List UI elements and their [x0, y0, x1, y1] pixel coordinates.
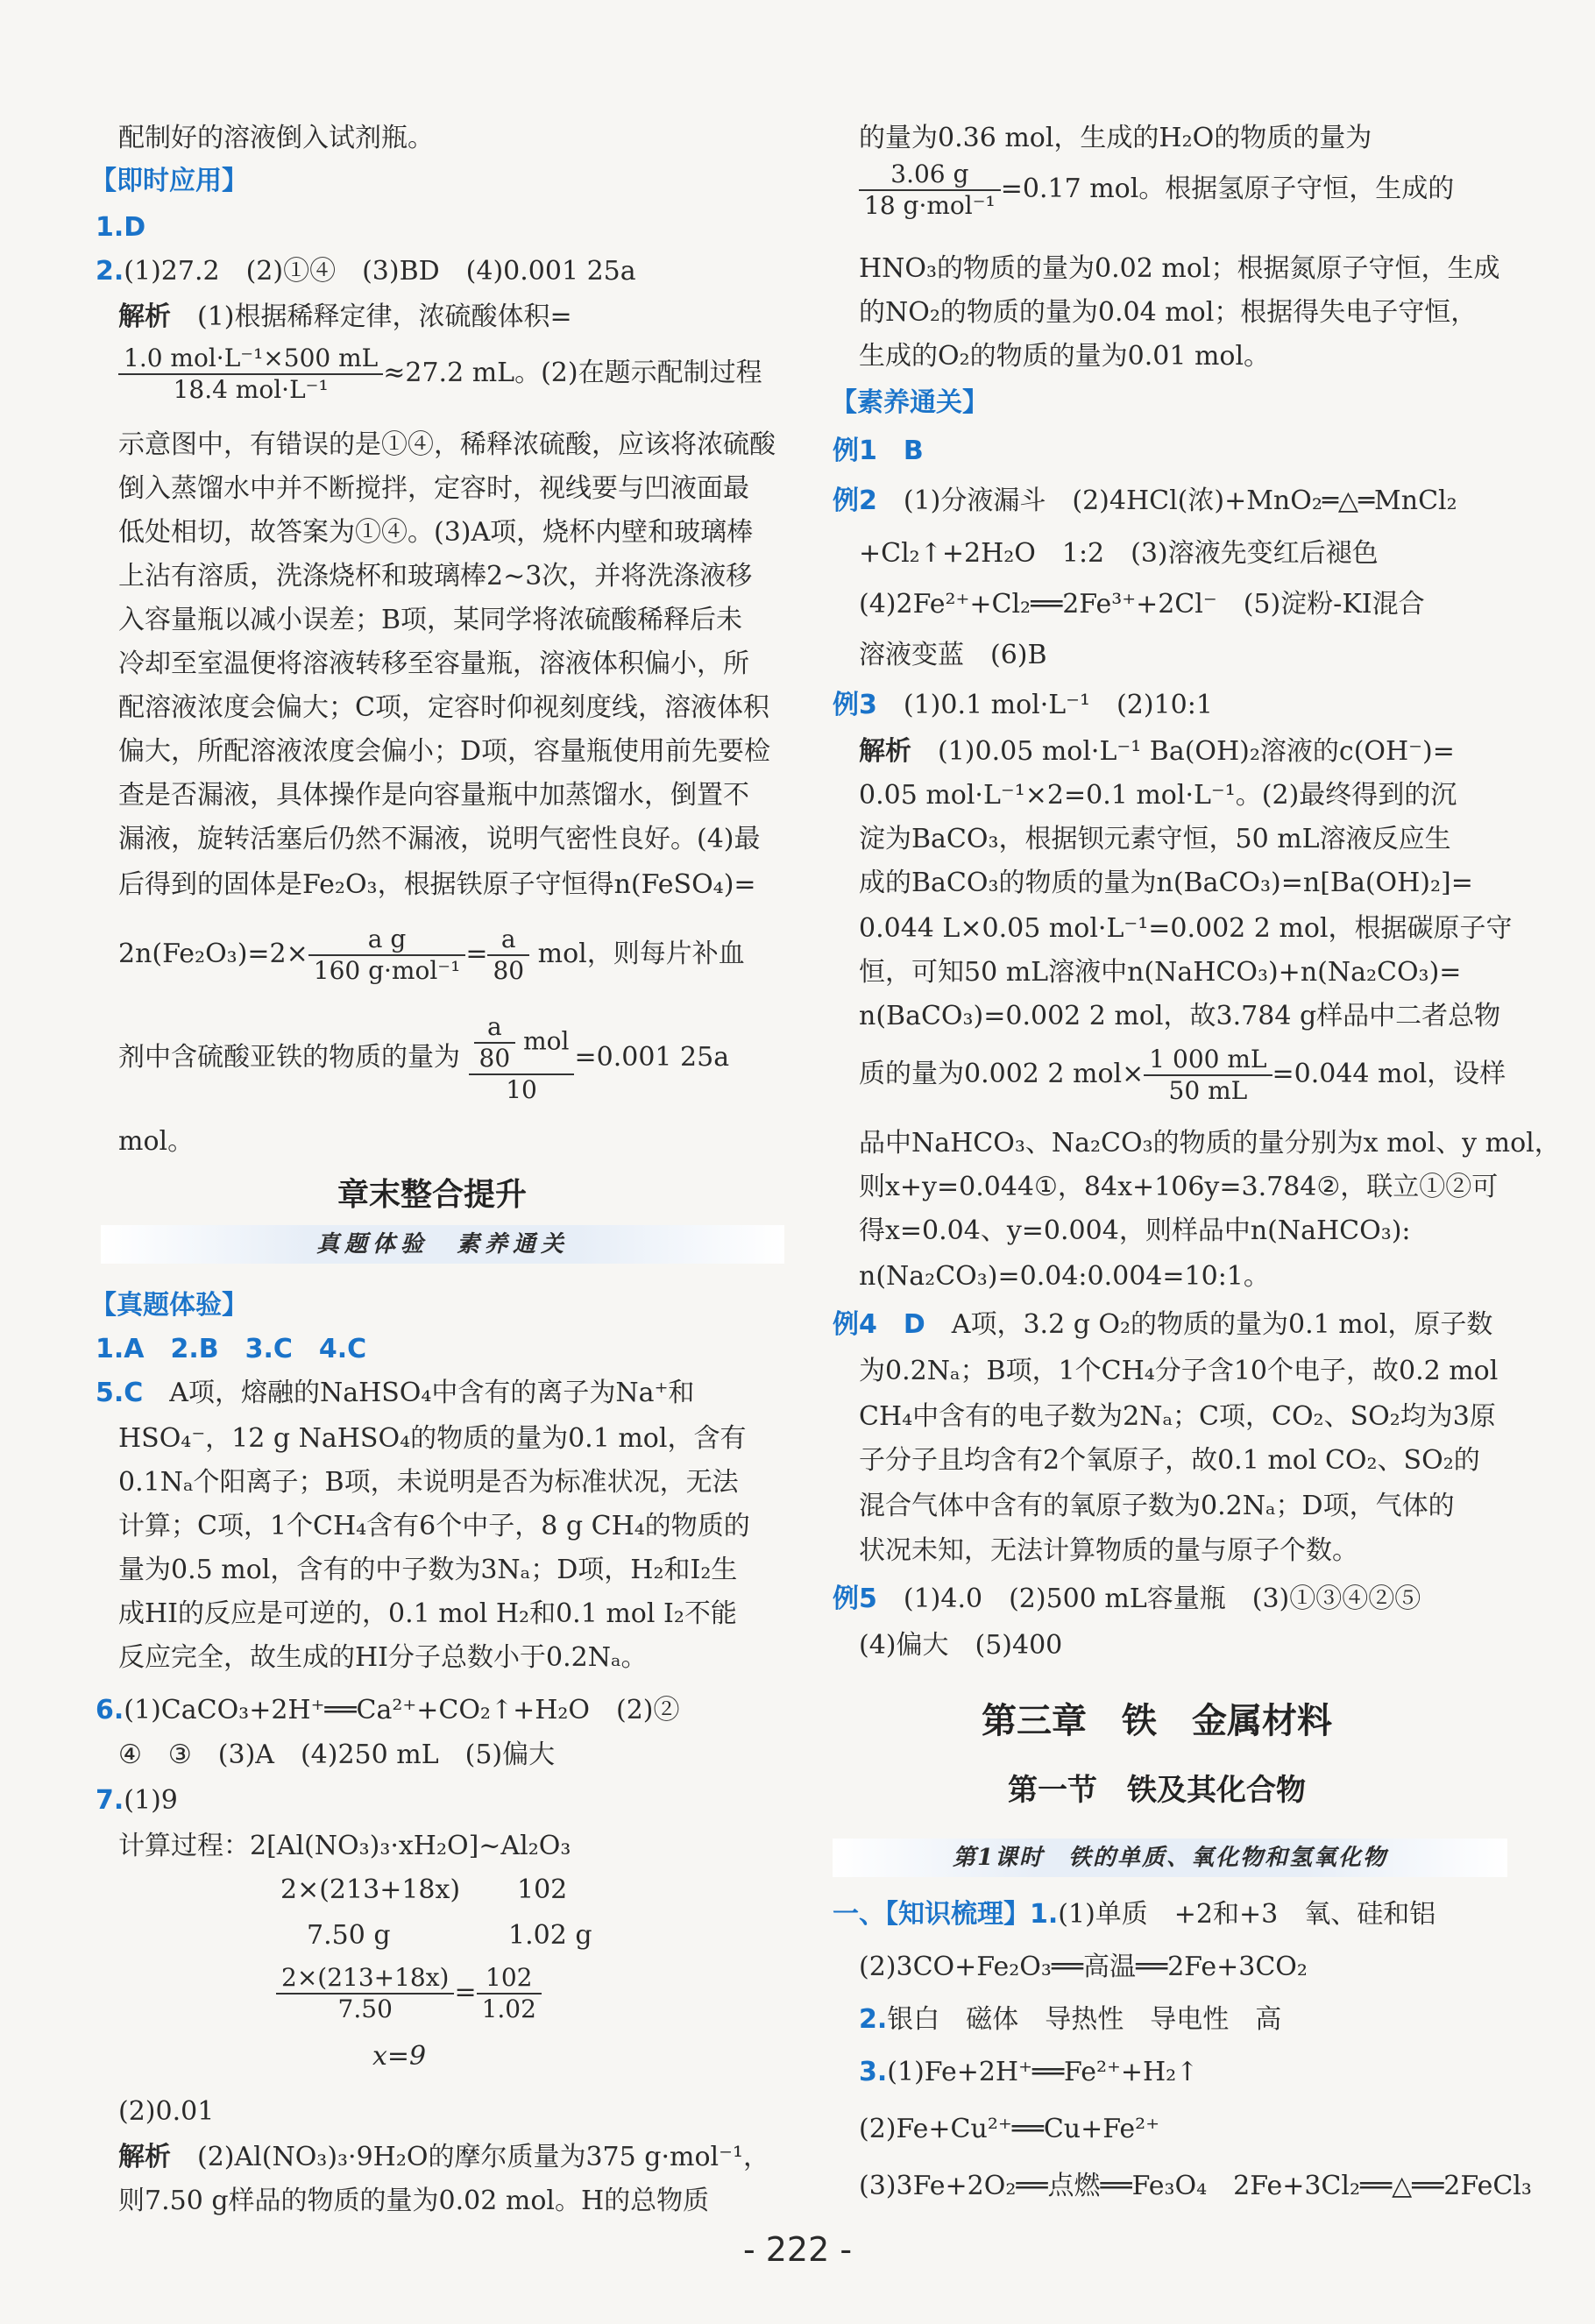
knowledge-line — [859, 2055, 1198, 2090]
denominator: 80 — [478, 1044, 511, 1073]
text: = — [454, 1977, 477, 2008]
example-3-line — [833, 688, 1213, 723]
answer-1: 1.D — [96, 212, 146, 243]
text-line: 状况未知，无法计算物质的量与原子个数。 — [859, 1535, 1358, 1566]
q2-number: 2. — [96, 256, 124, 287]
chapter-3-title: 第三章 铁 金属材料 — [982, 1700, 1332, 1741]
denominator: 50 mL — [1168, 1076, 1248, 1105]
denominator: 18.4 mol·L⁻¹ — [173, 375, 329, 404]
q7-number: 7. — [96, 1785, 124, 1816]
text-line: 溶液变蓝 (6)B — [859, 640, 1047, 670]
fraction-line — [276, 1963, 542, 2033]
text-line: CH₄中含有的电子数为2Nₐ；C项，CO₂、SO₂均为3原 — [859, 1401, 1496, 1432]
kp-number: 1. — [1030, 1899, 1059, 1930]
text-line: 品中NaHCO₃、Na₂CO₃的物质的量分别为x mol、y mol， — [859, 1128, 1561, 1158]
text-line: 计算过程：2[Al(NO₃)₃·xH₂O]~Al₂O₃ — [118, 1831, 571, 1861]
knowledge-line — [859, 2002, 1281, 2037]
text: 剂中含硫酸亚铁的物质的量为 — [118, 1042, 460, 1073]
text: (2)Al(NO₃)₃·9H₂O的摩尔质量为375 g·mol⁻¹， — [197, 2142, 769, 2172]
text: =0.001 25a — [574, 1042, 730, 1073]
fraction-line — [859, 1045, 1506, 1115]
text: = — [465, 939, 488, 969]
text-line: (3)3Fe+2O₂══点燃══Fe₃O₄ 2Fe+3Cl₂══△══2FeCl₃ — [859, 2171, 1532, 2201]
fraction — [487, 925, 529, 986]
q6-line — [96, 1693, 680, 1728]
text: (1)0.05 mol·L⁻¹ Ba(OH)₂溶液的c(OH⁻)= — [938, 736, 1455, 767]
text-line: 量为0.5 mol，含有的中子数为3Nₐ；D项，H₂和I₂生 — [118, 1555, 738, 1585]
fraction-line — [118, 1012, 729, 1117]
calc-row: 2×(213+18x) — [280, 1874, 461, 1905]
inner-fraction — [474, 1012, 516, 1073]
denominator: 10 — [506, 1075, 537, 1104]
text: =0.17 mol。根据氢原子守恒，生成的 — [1000, 174, 1455, 204]
numerator: 102 — [477, 1963, 542, 1995]
text-line: 配溶液浓度会偏大；C项，定容时仰视刻度线，溶液体积 — [118, 692, 769, 723]
denominator: 80 — [493, 956, 525, 985]
section-1-title: 第一节 铁及其化合物 — [1008, 1773, 1306, 1808]
text-line: n(Na₂CO₃)=0.04:0.004=10:1。 — [859, 1261, 1270, 1292]
q7-explanation-line — [118, 2140, 769, 2175]
text-line: 则x+y=0.044①，84x+106y=3.784②，联立①②可 — [859, 1172, 1499, 1202]
example-2-line — [833, 484, 1457, 519]
text: (1)分液漏斗 (2)4HCl(浓)+MnO₂═△═MnCl₂ — [903, 485, 1457, 516]
fraction — [308, 925, 466, 986]
text-line: 偏大，所配溶液浓度会偏小；D项，容量瓶使用前先要检 — [118, 736, 771, 767]
kp-prefix: 一、 — [833, 1899, 885, 1930]
text-line: 0.1Nₐ个阳离子；B项，未说明是否为标准状况，无法 — [118, 1467, 739, 1498]
text-line: 计算；C项，1个CH₄含有6个中子，8 g CH₄的物质的 — [118, 1511, 750, 1541]
text-line: 的NO₂的物质的量为0.04 mol；根据得失电子守恒， — [859, 297, 1478, 328]
text: mol，则每片补血 — [537, 939, 745, 969]
q6-number: 6. — [96, 1695, 124, 1725]
text-line: 0.044 L×0.05 mol·L⁻¹=0.002 2 mol，根据碳原子守 — [859, 913, 1513, 944]
answer-2 — [96, 254, 636, 289]
text-line: HSO₄⁻，12 g NaHSO₄的物质的量为0.1 mol，含有 — [118, 1423, 747, 1454]
text: ≈27.2 mL。(2)在题示配制过程 — [383, 358, 762, 388]
example-4-line — [833, 1307, 1492, 1343]
example-label: 例3 — [833, 690, 877, 720]
text-line: 后得到的固体是Fe₂O₃，根据铁原子守恒得n(FeSO₄)= — [118, 869, 756, 900]
fraction — [859, 159, 1001, 221]
numerator: 2×(213+18x) — [276, 1963, 454, 1995]
example-1: 例1 B — [833, 436, 924, 466]
fraction — [276, 1963, 454, 2024]
example-5-line — [833, 1582, 1421, 1617]
text: =0.044 mol，设样 — [1272, 1059, 1506, 1089]
text-line: 反应完全，故生成的HI分子总数小于0.2Nₐ。 — [118, 1642, 648, 1673]
q7-line — [96, 1783, 178, 1818]
kp-number: 2. — [859, 2004, 888, 2035]
calc-result: x=9 — [372, 2041, 427, 2072]
text-line: 的量为0.36 mol，生成的H₂O的物质的量为 — [859, 123, 1372, 153]
text-line: mol。 — [118, 1126, 195, 1157]
sub-banner — [101, 1225, 784, 1264]
text-line: 生成的O₂的物质的量为0.01 mol。 — [859, 341, 1271, 372]
example-label: 例4 D — [833, 1309, 925, 1340]
compound-fraction — [469, 1012, 575, 1105]
section-label-real: 【真题体验】 — [90, 1290, 248, 1321]
example-label: 例5 — [833, 1584, 877, 1614]
answers-1-4: 1.A 2.B 3.C 4.C — [96, 1334, 367, 1364]
fraction-line — [118, 925, 745, 995]
text: 质的量为0.002 2 mol× — [859, 1059, 1145, 1089]
denominator: 18 g·mol⁻¹ — [864, 191, 996, 220]
text-line: 上沾有溶质，洗涤烧杯和玻璃棒2~3次，并将洗涤液移 — [118, 561, 753, 592]
unit: mol — [523, 1026, 570, 1056]
chapter-summary-title: 章末整合提升 — [337, 1177, 528, 1213]
calc-row: 7.50 g — [307, 1920, 391, 1951]
numerator: a — [487, 925, 529, 956]
text-line: 淀为BaCO₃，根据钡元素守恒，50 mL溶液反应生 — [859, 824, 1451, 854]
text-line: 则7.50 g样品的物质的量为0.02 mol。H的总物质 — [118, 2186, 710, 2216]
text-line: 配制好的溶液倒入试剂瓶。 — [118, 123, 434, 153]
text-line: 漏液，旋转活塞后仍然不漏液，说明气密性良好。(4)最 — [118, 824, 761, 854]
text-line: 入容量瓶以减小误差；B项，某同学将浓硫酸稀释后未 — [118, 605, 743, 635]
text: A项，熔融的NaHSO₄中含有的离子为Na⁺和 — [169, 1378, 695, 1408]
example-3-explanation — [859, 734, 1455, 769]
explanation-label: 解析 — [118, 2142, 171, 2172]
text: (1)Fe+2H⁺══Fe²⁺+H₂↑ — [887, 2057, 1199, 2087]
text-line: (4)2Fe²⁺+Cl₂══2Fe³⁺+2Cl⁻ (5)淀粉-KI混合 — [859, 589, 1425, 620]
denominator: 7.50 — [337, 1995, 393, 2023]
text: (1)单质 +2和+3 氧、硅和铝 — [1058, 1899, 1436, 1930]
numerator: 1 000 mL — [1144, 1045, 1272, 1076]
text-line: n(BaCO₃)=0.002 2 mol，故3.784 g样品中二者总物 — [859, 1001, 1501, 1031]
text-line: (2)0.01 — [118, 2096, 215, 2127]
numerator: 3.06 g — [859, 159, 1001, 191]
numerator: 1.0 mol·L⁻¹×500 mL — [118, 344, 383, 375]
fraction — [118, 344, 383, 405]
kp-number: 3. — [859, 2057, 888, 2087]
text: (1)CaCO₃+2H⁺══Ca²⁺+CO₂↑+H₂O (2)② — [124, 1695, 680, 1725]
text-line: 混合气体中含有的氧原子数为0.2Nₐ；D项，气体的 — [859, 1491, 1455, 1521]
explanation-text: (1)根据稀释定律，浓硫酸体积= — [197, 301, 572, 332]
numerator: a g — [308, 925, 466, 956]
lesson-banner-text: 第1课时 铁的单质、氧化物和氢氧化物 — [952, 1845, 1388, 1871]
fraction — [1144, 1045, 1272, 1106]
text-line: (2)Fe+Cu²⁺══Cu+Fe²⁺ — [859, 2114, 1160, 2144]
calc-row: 102 — [517, 1874, 568, 1905]
q5-number: 5.C — [96, 1378, 144, 1408]
example-label: 例2 — [833, 485, 877, 516]
text-line: 恒，可知50 mL溶液中n(NaHCO₃)+n(Na₂CO₃)= — [859, 957, 1462, 988]
text: A项，3.2 g O₂的物质的量为0.1 mol，原子数 — [951, 1309, 1493, 1340]
text-line: 低处相切，故答案为①④。(3)A项，烧杯内壁和玻璃棒 — [118, 517, 754, 548]
section-label-immediate: 【即时应用】 — [90, 166, 248, 196]
text: (1)0.1 mol·L⁻¹ (2)10:1 — [903, 690, 1213, 720]
denominator: 160 g·mol⁻¹ — [313, 956, 461, 985]
text-line: HNO₃的物质的量为0.02 mol；根据氮原子守恒，生成 — [859, 253, 1500, 284]
text: (1)4.0 (2)500 mL容量瓶 (3)①③④②⑤ — [903, 1584, 1421, 1614]
text-line: 0.05 mol·L⁻¹×2=0.1 mol·L⁻¹。(2)最终得到的沉 — [859, 780, 1457, 811]
explanation-label: 解析 — [859, 736, 911, 767]
text-line: ④ ③ (3)A (4)250 mL (5)偏大 — [118, 1739, 556, 1770]
denominator: 1.02 — [481, 1995, 536, 2023]
numerator: a — [474, 1012, 516, 1044]
explanation-label: 解析 — [118, 301, 171, 332]
lesson-banner — [833, 1839, 1507, 1877]
sub-banner-text: 真题体验 素养通关 — [315, 1231, 569, 1258]
text: (1)9 — [124, 1785, 178, 1816]
text-line: 成的BaCO₃的物质的量为n(BaCO₃)=n[Ba(OH)₂]= — [859, 868, 1473, 898]
text-line: 得x=0.04、y=0.004，则样品中n(NaHCO₃): — [859, 1215, 1411, 1246]
numerator — [469, 1012, 575, 1075]
text: 银白 磁体 导热性 导电性 高 — [887, 2004, 1282, 2035]
text-line: 示意图中，有错误的是①④，稀释浓硫酸，应该将浓硫酸 — [118, 429, 776, 460]
text-line: 子分子且均含有2个氧原子，故0.1 mol CO₂、SO₂的 — [859, 1445, 1480, 1476]
text-line: 倒入蒸馏水中并不断搅拌，定容时，视线要与凹液面最 — [118, 473, 749, 504]
page-number: - 222 - — [742, 2230, 853, 2269]
text-line: 冷却至室温便将溶液转移至容量瓶，溶液体积偏小，所 — [118, 648, 749, 679]
q2-answers: (1)27.2 (2)①④ (3)BD (4)0.001 25a — [124, 256, 636, 287]
kp-label: 【知识梳理】 — [885, 1899, 1030, 1930]
fraction — [477, 1963, 542, 2024]
text-line: (2)3CO+Fe₂O₃══高温══2Fe+3CO₂ — [859, 1952, 1308, 1982]
q2-explanation-line — [118, 300, 572, 335]
fraction-line — [118, 344, 762, 414]
calc-row: 1.02 g — [508, 1920, 592, 1951]
knowledge-line — [833, 1897, 1436, 1932]
text-line: +Cl₂↑+2H₂O 1:2 (3)溶液先变红后褪色 — [859, 538, 1379, 569]
text-line: 为0.2Nₐ；B项，1个CH₄分子含10个电子，故0.2 mol — [859, 1356, 1499, 1386]
text: 2n(Fe₂O₃)=2× — [118, 939, 308, 969]
text-line: 查是否漏液，具体操作是向容量瓶中加蒸馏水，倒置不 — [118, 780, 749, 811]
fraction-line — [859, 159, 1454, 230]
section-label-literacy: 【素养通关】 — [831, 387, 989, 418]
q5-line — [96, 1376, 694, 1411]
text-line: (4)偏大 (5)400 — [859, 1630, 1063, 1661]
text-line: 成HI的反应是可逆的，0.1 mol H₂和0.1 mol I₂不能 — [118, 1598, 737, 1629]
